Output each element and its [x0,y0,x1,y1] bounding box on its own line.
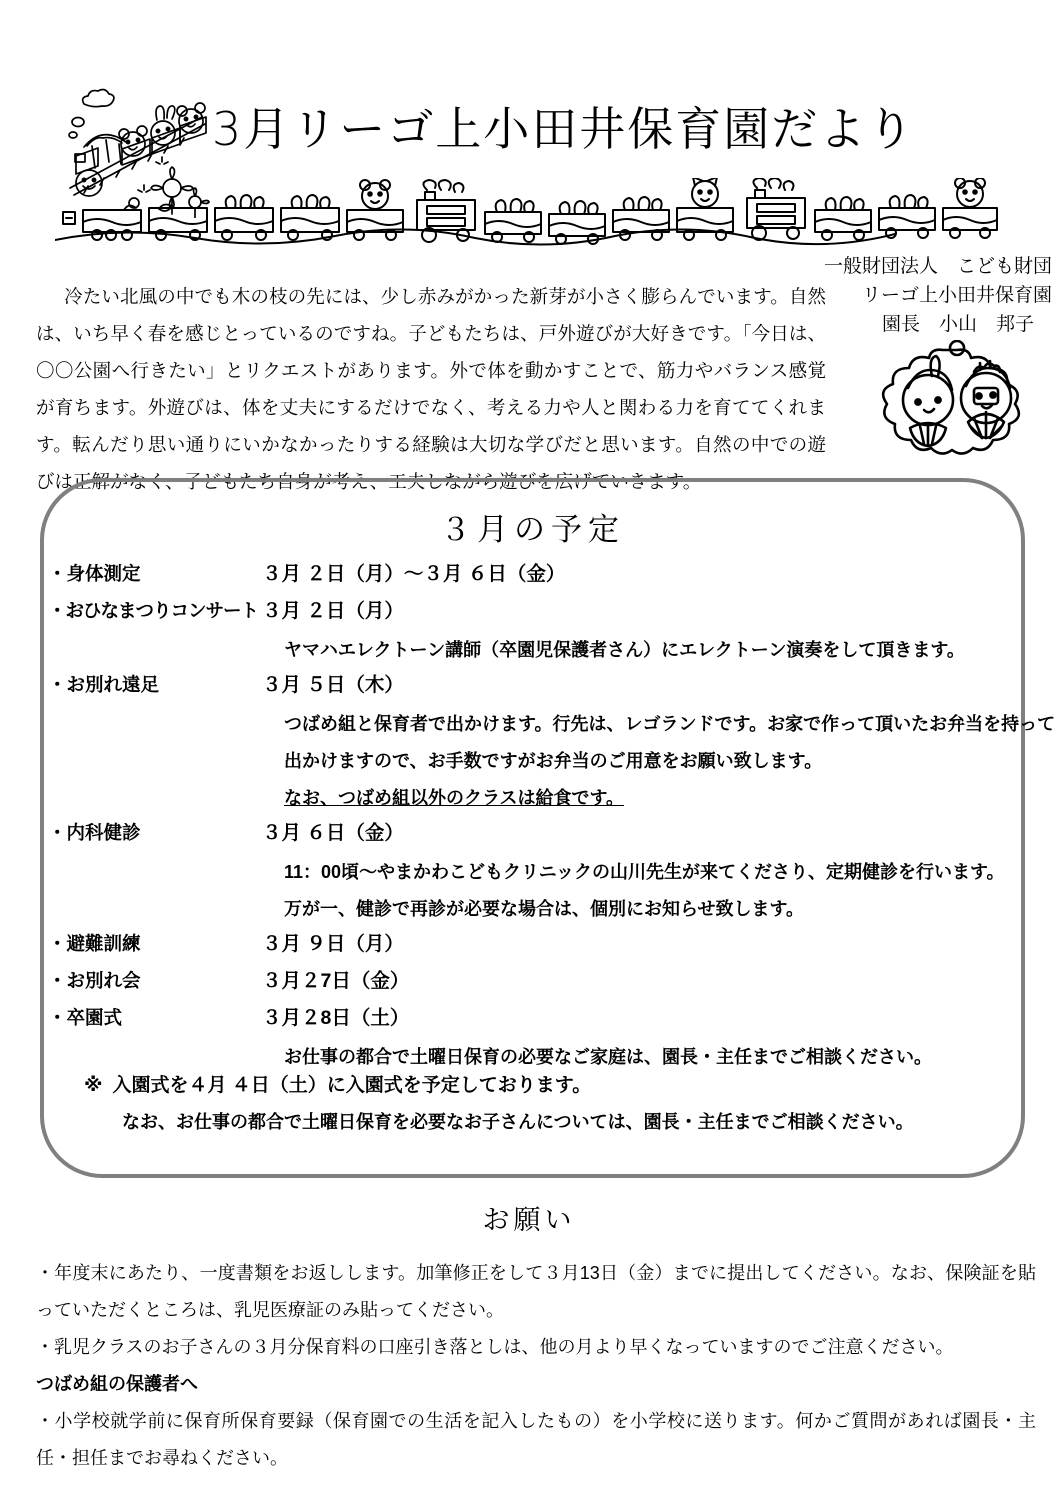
schedule-title: ３月の予定 [440,512,625,548]
schedule-detail: つばめ組と保育者で出かけます。行先は、レゴランドです。お家で作って頂いたお弁当を持って [284,714,1056,734]
org-line-nursery: リーゴ上小田井保育園 [861,285,1052,306]
reference-mark-icon: ※ [84,1075,103,1096]
schedule-row [44,1002,1021,1039]
schedule-note-block [84,1068,1004,1140]
schedule-item-label: ・お別れ遠足 [48,674,160,695]
request-heading: つばめ組の保護者へ [36,1374,198,1394]
schedule-row [44,558,1021,595]
org-line-foundation: 一般財団法人 こども財団 [823,256,1052,277]
schedule-row [44,595,1021,632]
schedule-item-label: ・お別れ会 [48,970,141,991]
schedule-item-date: ３月 ９日（月） [262,933,404,955]
requests-title: お願い [482,1205,576,1236]
organization-block [802,252,1052,339]
hinamatsuri-dolls-icon [862,340,1052,475]
schedule-item-label: ・身体測定 [48,563,141,584]
schedule-row [44,669,1021,706]
request-item: ・小学校就学前に保育所保育要録（保育園での生活を記入したもの）を小学校に送ります。何かご質問があれば園長・主任・担任までお尋ねください。 [36,1411,1036,1468]
schedule-note-line-1 [84,1068,1004,1104]
request-item: ・年度末にあたり、一度書類をお返しします。加筆修正をして３月13日（金）までに提出してください。なお、保険証を貼っていただくところは、乳児医療証のみ貼ってください。 [36,1263,1036,1320]
schedule-item-label: ・卒園式 [48,1007,123,1028]
schedule-item-date: ３月 ２日（月） [262,600,404,622]
train-border-decoration-icon [55,178,1005,250]
schedule-detail: 出かけますので、お手数ですがお弁当のご用意をお願い致します。 [284,751,823,771]
schedule-row [44,965,1021,1002]
schedule-item-label: ・内科健診 [48,822,141,843]
schedule-item-date: ３月 ５日（木） [262,674,404,696]
page-title: 3月リーゴ上小田井保育園だより [212,102,916,156]
schedule-note-text-1: 入園式を４月 ４日（土）に入園式を予定しております。 [112,1075,592,1096]
schedule-item-label: ・おひなまつりコンサート [48,600,259,621]
schedule-item-date: ３月２7日（金） [262,970,410,992]
org-line-principal: 園長 小山 邦子 [881,314,1034,335]
requests-body [36,1255,1036,1477]
intro-text: 冷たい北風の中でも木の枝の先には、少し赤みがかった新芽が小さく膨らんでいます。自然は、いち早く春を感じとっているのですね。子どもたちは、戸外遊びが大好きです。「今日は、〇〇公園へ行きたい」とリクエストがあります。外で体を動かすことで、筋力やバランス感覚が育ちます。外遊びは、体を丈夫にするだけでなく、考える力や人と関わる力を育ててくれます。転んだり思い通りにいかなかったりする経験は大切な学びだと思います。自然の中での遊びは正解がなく、子どもたち自身が考え、工夫しながら遊びを広げていきます。 [36,286,826,492]
schedule-box [40,478,1056,1178]
schedule-list [44,558,1056,1076]
schedule-item-date: ３月２8日（土） [262,1007,410,1029]
schedule-row [44,928,1021,965]
schedule-item-label: ・避難訓練 [48,933,141,954]
schedule-detail: 11：00頃～やまかわこどもクリニックの山川先生が来てくださり、定期健診を行います。 [284,862,1005,882]
schedule-detail: ヤマハエレクトーン講師（卒園児保護者さん）にエレクトーン演奏をして頂きます。 [284,640,965,660]
schedule-detail-emphasis: なお、つばめ組以外のクラスは給食です。 [284,788,625,808]
newsletter-header [0,0,1058,250]
request-item: ・乳児クラスのお子さんの３月分保育料の口座引き落としは、他の月より早くなっていますのでご注意ください。 [36,1337,954,1357]
schedule-item-date: ３月 ６日（金） [262,822,404,844]
schedule-detail: お仕事の都合で土曜日保育の必要なご家庭は、園長・主任までご相談ください。 [284,1047,932,1067]
intro-paragraph [36,278,826,500]
schedule-detail: 万が一、健診で再診が必要な場合は、個別にお知らせ致します。 [284,899,805,919]
schedule-item-date: ３月 ２日（月）～３月 ６日（金） [262,563,566,585]
schedule-note-line-2: なお、お仕事の都合で土曜日保育を必要なお子さんについては、園長・主任までご相談ください。 [122,1112,914,1132]
schedule-row [44,817,1021,854]
